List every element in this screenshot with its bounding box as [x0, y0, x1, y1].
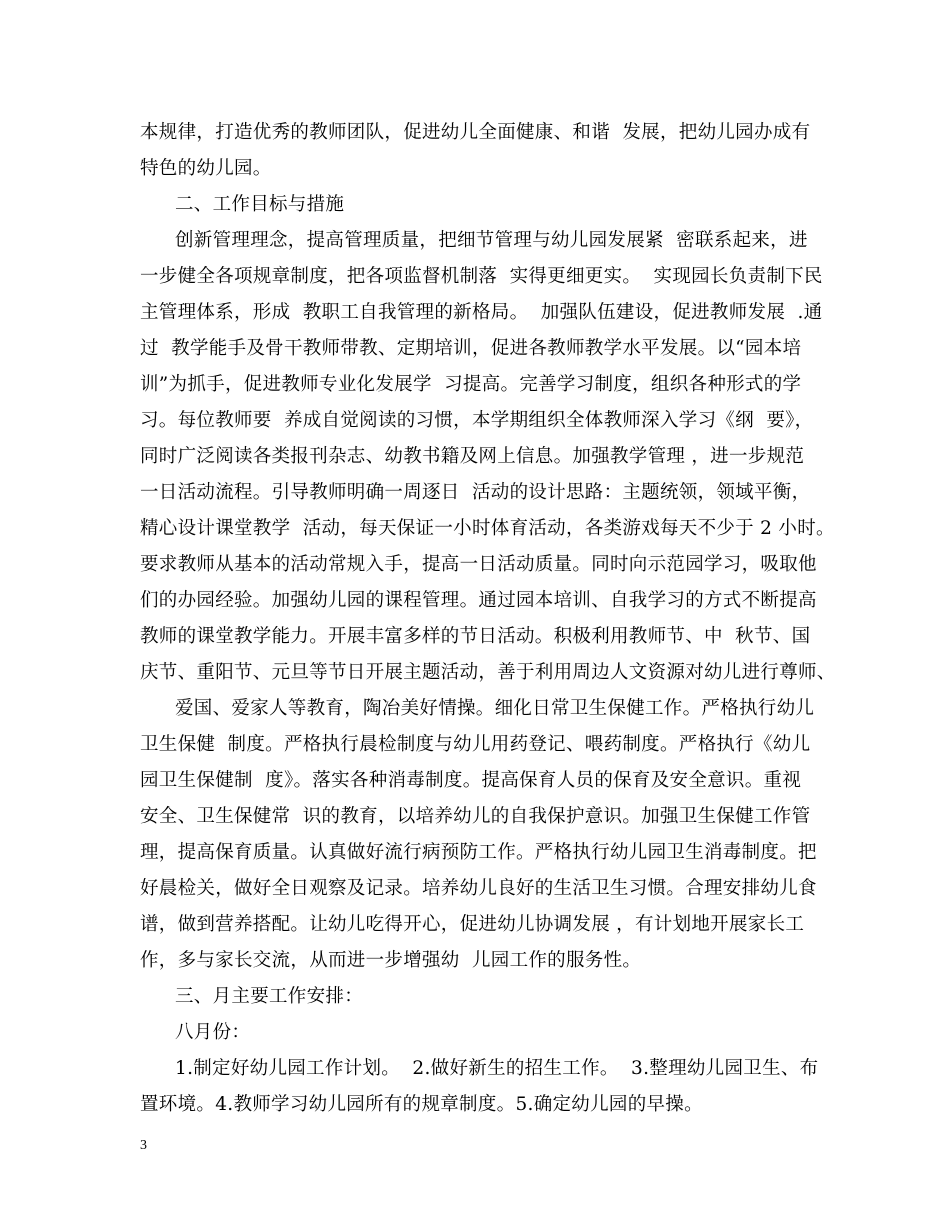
text-line: 园卫生保健制 度》。落实各种消毒制度。提高保育人员的保育及安全意识。重视	[140, 770, 802, 791]
month-heading: 八月份：	[175, 1022, 251, 1043]
text-line: 创新管理理念，提高管理质量，把细节管理与幼儿园发展紧 密联系起来，进	[175, 230, 808, 251]
text-line: 庆节、重阳节、元旦等节日开展主题活动，善于利用周边人文资源对幼儿进行尊师、	[140, 662, 836, 683]
text-line: 谱，做到营养搭配。让幼儿吃得开心，促进幼儿协调发展 ，有计划地开展家长工	[140, 914, 805, 935]
section-heading: 二、工作目标与措施	[175, 194, 345, 215]
text-line: 过 教学能手及骨干教师带教、定期培训，促进各教师教学水平发展。以“园本培	[140, 338, 802, 359]
text-line: 爱国、爱家人等教育，陶冶美好情操。细化日常卫生保健工作。严格执行幼儿	[175, 698, 815, 719]
text-line: 训”为抓手，促进教师专业化发展学 习提高。完善学习制度，组织各种形式的学	[140, 374, 802, 395]
text-line: 置环境。4.教师学习幼儿园所有的规章制度。5.确定幼儿园的早操。	[140, 1094, 703, 1115]
text-line: 本规律，打造优秀的教师团队，促进幼儿全面健康、和谐 发展，把幼儿园办成有	[140, 122, 811, 143]
text-line: 们的办园经验。加强幼儿园的课程管理。通过园本培训、自我学习的方式不断提高	[140, 590, 817, 611]
text-line: 一日活动流程。引导教师明确一周逐日 活动的设计思路：主题统领，领域平衡，	[140, 482, 811, 503]
text-line: 好晨检关，做好全日观察及记录。培养幼儿良好的生活卫生习惯。合理安排幼儿食	[140, 878, 817, 899]
page-number: 3	[140, 1138, 147, 1153]
text-line: 理，提高保育质量。认真做好流行病预防工作。严格执行幼儿园卫生消毒制度。把	[140, 842, 817, 863]
text-line: 要求教师从基本的活动常规入手，提高一日活动质量。同时向示范园学习，吸取他	[140, 554, 817, 575]
text-line: 一步健全各项规章制度，把各项监督机制落 实得更细更实。 实现园长负责制下民	[140, 266, 823, 287]
text-line: 安全、卫生保健常 识的教育，以培养幼儿的自我保护意识。加强卫生保健工作管	[140, 806, 811, 827]
text-line: 主管理体系，形成 教职工自我管理的新格局。 加强队伍建设，促进教师发展 .通	[140, 302, 823, 323]
text-line: 作，多与家长交流，从而进一步增强幼 儿园工作的服务性。	[140, 950, 642, 971]
text-line: 1.制定好幼儿园工作计划。 2.做好新生的招生工作。 3.整理幼儿园卫生、布	[175, 1058, 819, 1079]
text-line: 特色的幼儿园。	[140, 158, 272, 179]
text-line: 同时广泛阅读各类报刊杂志、幼教书籍及网上信息。加强教学管理 ，进一步规范	[140, 446, 805, 467]
section-heading: 三、月主要工作安排：	[175, 986, 364, 1007]
text-line: 精心设计课堂教学 活动，每天保证一小时体育活动，各类游戏每天不少于 2 小时。	[140, 518, 835, 539]
text-line: 习。每位教师要 养成自觉阅读的习惯，本学期组织全体教师深入学习《纲 要》，	[140, 410, 814, 431]
text-line: 卫生保健 制度。严格执行晨检制度与幼儿用药登记、喂药制度。严格执行《幼儿	[140, 734, 811, 755]
text-line: 教师的课堂教学能力。开展丰富多样的节日活动。积极利用教师节、中 秋节、国	[140, 626, 811, 647]
